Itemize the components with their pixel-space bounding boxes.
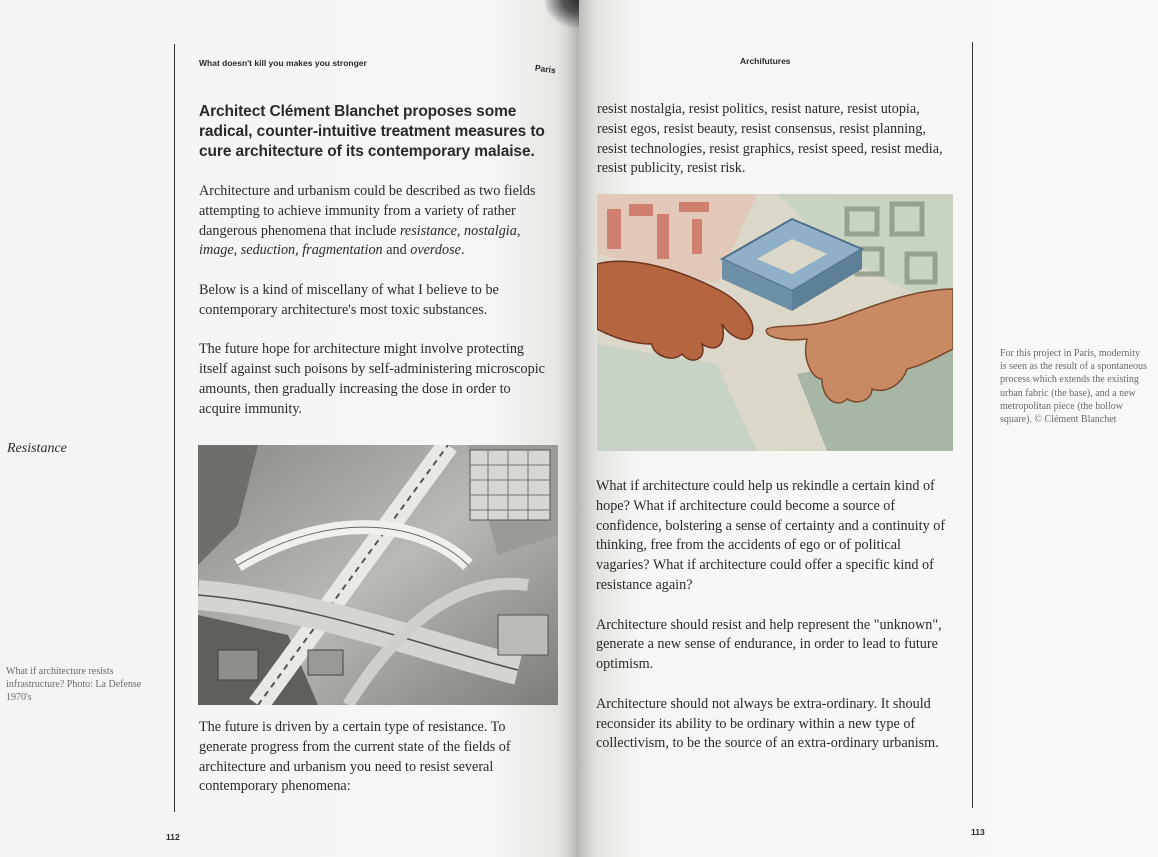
ordinary-paragraph: Architecture should not always be extra-ordinary. It should reconsider its ability to be ordinary within a new type of collectivism, to be the source of an extra-ordinary urbanism. xyxy=(596,695,939,752)
la-defense-photo-art xyxy=(198,445,558,705)
section-heading-resistance: Resistance xyxy=(7,441,67,456)
left-body-top xyxy=(199,182,554,439)
page-number-left: 112 xyxy=(166,832,180,842)
location-tag: Paris xyxy=(534,62,557,76)
right-body-bottom xyxy=(596,477,956,774)
left-margin-rule xyxy=(174,44,175,812)
photo-caption-left: What if architecture resists infrastructure? Photo: La Defense 1970's xyxy=(6,666,142,704)
miscellany-paragraph: Below is a kind of miscellany of what I believe to be contemporary architecture's most toxic substances. xyxy=(199,281,499,318)
immunity-paragraph: The future hope for architecture might involve protecting itself against such poisons by self-administering microscopic amounts, then gradually increasing the dose in order to acquire immunity. xyxy=(199,341,545,417)
image-caption-right: For this project in Paris, modernity is seen as the result of a spontaneous process which extends the existing urban fabric (the base), and a new metropolitan piece (the hollow square). © Clément Blanchet xyxy=(1000,348,1147,426)
unknown-paragraph: Architecture should resist and help represent the "unknown", generate a new sense of endurance, in order to lead to future optimism. xyxy=(596,616,942,673)
page-number-right: 113 xyxy=(971,827,985,837)
running-head-left: What doesn't kill you makes you stronger xyxy=(199,58,367,68)
hands-collage-image xyxy=(597,194,953,451)
right-page xyxy=(579,0,1158,857)
hope-paragraph: What if architecture could help us rekindle a certain kind of hope? What if architecture could become a source of confidence, bolstering a sense of certainty and a continuity of thinking, free from the accidents of ego or of political vagaries? What if architecture could offer a specific kind of resistance again? xyxy=(596,478,946,593)
lead-paragraph: Architect Clément Blanchet proposes some radical, counter-intuitive treatment measures to cure architecture of its contemporary malaise. xyxy=(199,103,545,160)
hands-collage-art xyxy=(597,194,953,451)
intro-paragraph: Architecture and urbanism could be described as two fields attempting to achieve immunity from a variety of rather dangerous phenomena that include resistance, nostalgia, image, seduction, fragmentation and overdose. xyxy=(199,183,536,259)
right-margin-rule xyxy=(972,42,973,808)
resist-list-paragraph: resist nostalgia, resist politics, resist nature, resist utopia, resist egos, resist beauty, resist consensus, resist planning, resist technologies, resist graphics, resist speed, resist media, resist publicity, resist risk. xyxy=(597,101,943,177)
resistance-paragraph: The future is driven by a certain type of resistance. To generate progress from the current state of the fields of architecture and urbanism you need to resist several contemporary phenomena: xyxy=(199,719,511,795)
running-head-right: Archifutures xyxy=(740,56,791,66)
la-defense-photo xyxy=(198,445,558,705)
